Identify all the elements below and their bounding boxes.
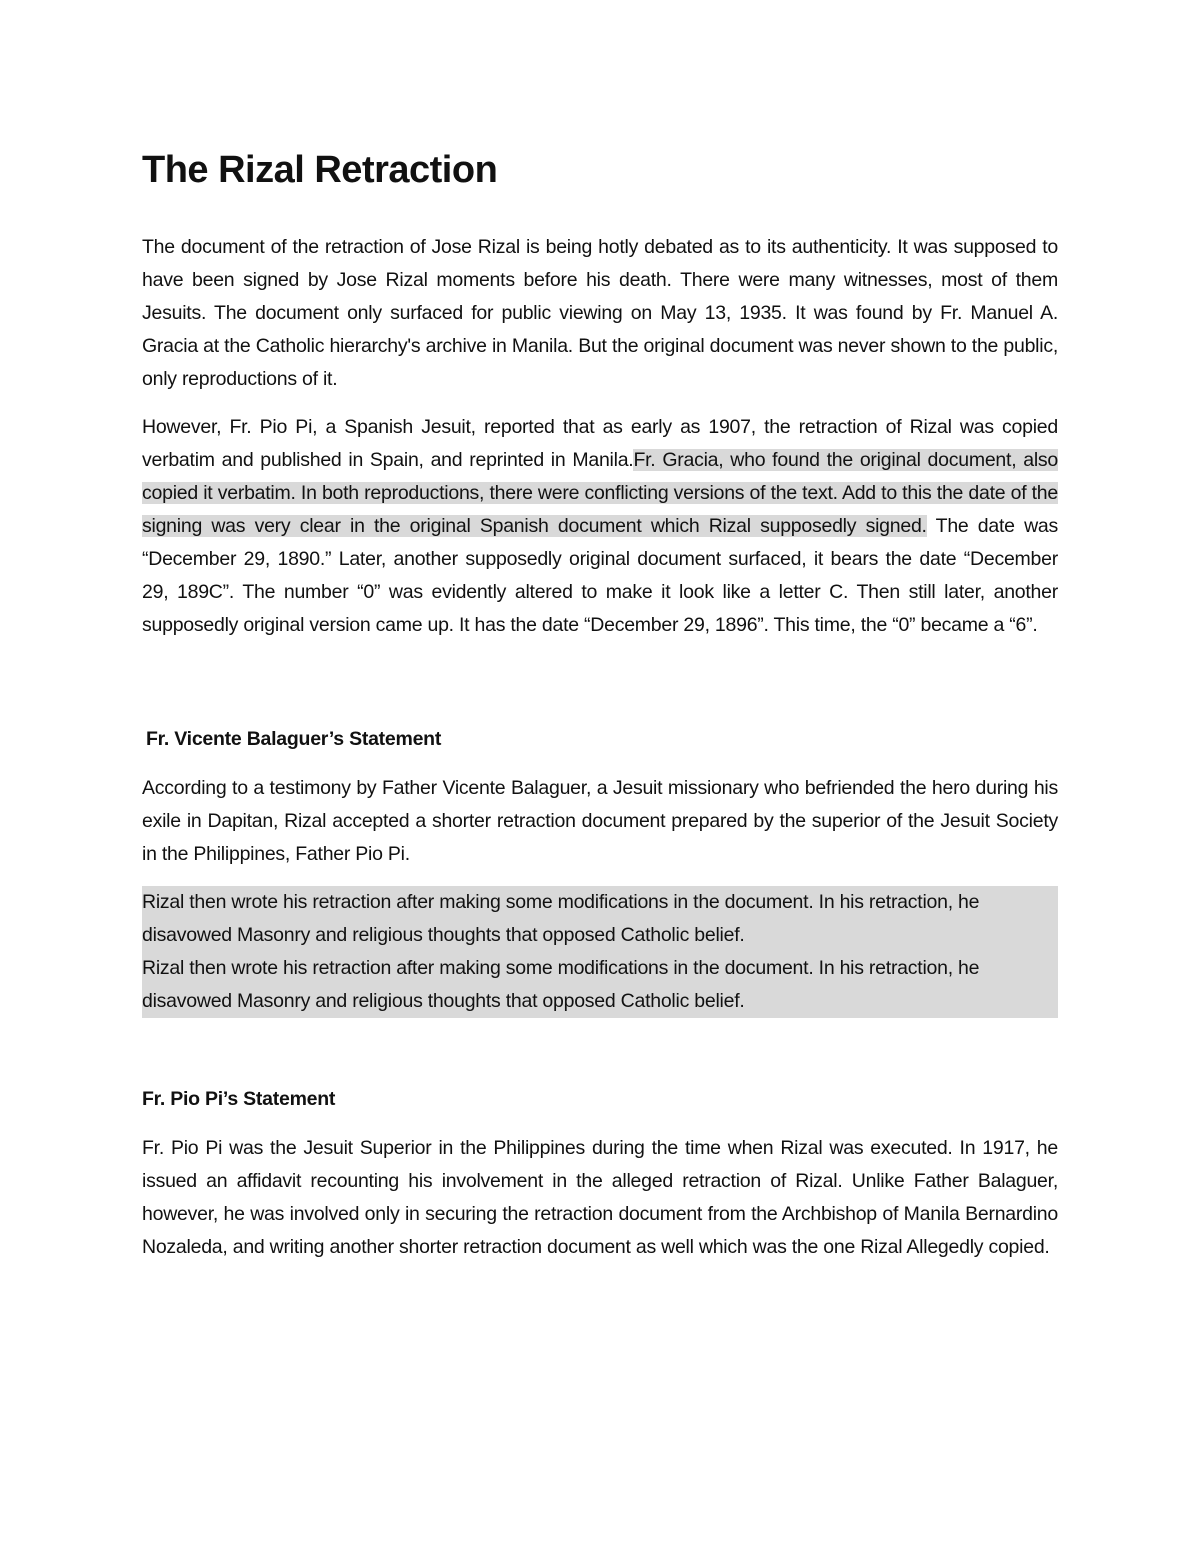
page-title: The Rizal Retraction [142, 149, 498, 191]
paragraph-reproductions [142, 411, 1058, 642]
paragraph-pio-pi-statement: Fr. Pio Pi was the Jesuit Superior in the Philippines during the time when Rizal was executed. In 1917, he issued an affidavit recounting his involvement in the alleged retraction of Rizal. Unlike Father Balaguer, however, he was involved only in securing the retraction document from the Archbishop of Manila Bernardino Nozaleda, and writing another shorter retraction document as well which was the one Rizal Allegedly copied. [142, 1137, 1058, 1258]
paragraph-reproductions-text-b: The date was “December 29, 1890.” Later, another supposedly original document surfaced, it bears the date “December 29, 189C”. The number “0” was evidently altered to make it look like a letter C. Then still later, another supposedly original version came up. It has the date “December 29, 1896”. This time, the “0” became a “6”. [142, 515, 1058, 636]
paragraph-balaguer-testimony: According to a testimony by Father Vicente Balaguer, a Jesuit missionary who befriended the hero during his exile in Dapitan, Rizal accepted a shorter retraction document prepared by the superior of the Jesuit Society in the Philippines, Father Pio Pi. [142, 777, 1058, 865]
section-heading-pio-pi: Fr. Pio Pi’s Statement [142, 1088, 336, 1110]
highlighted-paragraph-block [142, 886, 1058, 1018]
highlighted-paragraph-2: Rizal then wrote his retraction after making some modifications in the document. In his retraction, he disavowed Masonry and religious thoughts that opposed Catholic belief. [142, 957, 980, 1012]
section-heading-balaguer: Fr. Vicente Balaguer’s Statement [146, 728, 442, 750]
highlighted-text: Fr. Gracia, who found the original document, also copied it verbatim. In both reproductions, there were conflicting versions of the text. Add to this the date of the signing was very clear in the original Spanish document which Rizal supposedly signed. [142, 449, 1058, 537]
paragraph-reproductions-text-a: However, Fr. Pio Pi, a Spanish Jesuit, reported that as early as 1907, the retraction of Rizal was copied verbatim and published in Spain, and reprinted in Manila. [142, 416, 1058, 471]
paragraph-intro: The document of the retraction of Jose Rizal is being hotly debated as to its authenticity. It was supposed to have been signed by Jose Rizal moments before his death. There were many witnesses, most of them Jesuits. The document only surfaced for public viewing on May 13, 1935. It was found by Fr. Manuel A. Gracia at the Catholic hierarchy's archive in Manila. But the original document was never shown to the public, only reproductions of it. [142, 236, 1058, 390]
highlighted-paragraph-1: Rizal then wrote his retraction after making some modifications in the document. In his retraction, he disavowed Masonry and religious thoughts that opposed Catholic belief. [142, 891, 980, 946]
